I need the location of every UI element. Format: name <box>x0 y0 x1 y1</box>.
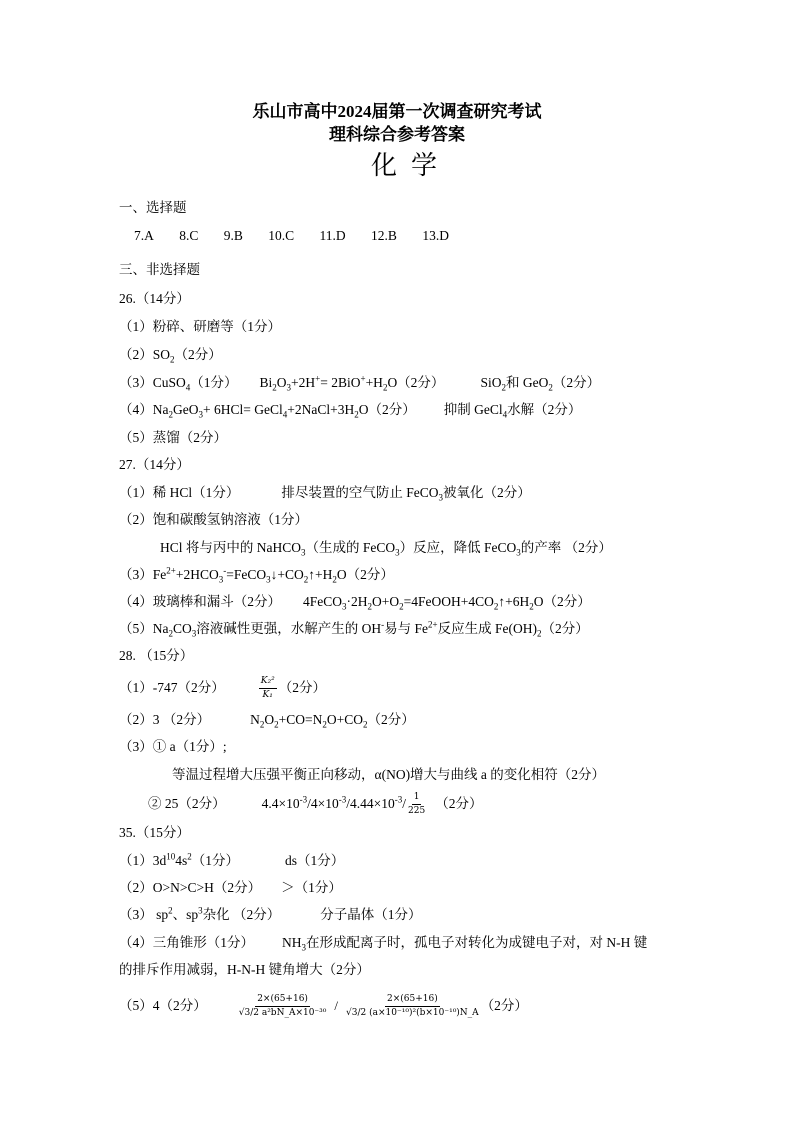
q26-line3: （3）CuSO$_4$（1分） $Bi_2O_3+2H^+= 2BiO^++H_2O(2$分） SiO$_2$和 GeO$_2$（2分） <box>119 373 601 393</box>
q35-line1: $(1)3d^{10}4s^2(1$分） ds（1分） <box>119 851 345 868</box>
q28-head: 28. （15分） <box>119 648 194 663</box>
answer-10: 10.C <box>268 228 295 243</box>
q27-line2: （2）饱和碳酸氢钠溶液（1分） <box>119 512 308 527</box>
q27-line1: （1）稀 HCl（1分） 排尽装置的空气防止 FeCO$_3$被氧化（2分） <box>119 485 531 503</box>
q35-line3: （3） $sp^2$、$sp^3$杂化 （2分） 分子晶体（1分） <box>119 905 422 922</box>
q26-line2: $(2)SO_2(2$分） <box>119 347 222 365</box>
answer-12: 12.B <box>371 228 397 243</box>
q27-line4: $(3)Fe^{2+}+2HCO_3^-=FeCO_3↓+CO_2↑+H_2O(2$分） <box>119 565 394 585</box>
q27-line6: $(5)Na_2CO_3$溶液碱性更强，水解产生的 OH-易与 $Fe^{2+}$反应生成 $Fe(OH)_2(2$分） <box>119 619 589 639</box>
q35-head: 35.（15分） <box>119 825 190 840</box>
q35-line4: （4）三角锥形（1分） $NH_3$在形成配离子时，孤电子对转化为成键电子对，对 N-H 键 <box>119 935 648 953</box>
answer-9: 9.B <box>223 228 243 243</box>
q28-line5: ② 25（2分） $4.4\times 10^{-3}/4\times 10^{-3}/4.44\times 10^{-3}/$ $\frac{1}{225}$ （2分） <box>148 792 483 817</box>
q27-head: 27.（14分） <box>119 457 190 472</box>
answer-7: 7.A <box>134 228 154 243</box>
answer-13: 13.D <box>422 228 449 243</box>
answer-11: 11.D <box>319 228 346 243</box>
density-fraction-2: $\frac{2\times(65+16)}{\text{√3/2 (a×10⁻¹⁰)²(b×10⁻¹⁰)N\_A}}$ <box>346 994 479 1019</box>
q28-line2: （2）3 （2分） $N_2O_2+CO=N_2O+CO_2(2$分） <box>119 712 415 730</box>
doc-title: 乐山市高中2024届第一次调查研究考试 <box>252 102 542 121</box>
k-ratio-fraction: $\frac{\text{K₂²}}{\text{K₁}}$ <box>260 676 275 701</box>
q35-line2: （2）O>N>C>H（2分） ＞（1分） <box>119 880 342 895</box>
q27-line5: （4）玻璃棒和漏斗（2分） $4FeCO_3\cdot 2H_2O+O_2=4FeOOH+4CO_2↑+6H_2O(2$分） <box>119 594 591 612</box>
one-over-225-fraction: $\frac{1}{225}$ <box>408 792 426 817</box>
q27-line3: HCl 将与丙中的 NaHCO$_3$（生成的 FeCO$_3$）反应，降低 FeCO$_3$的产率 （2分） <box>160 540 612 558</box>
q35-line5: 的排斥作用减弱，H-N-H 键角增大（2分） <box>119 962 370 977</box>
q26-line4: $(4)Na_2GeO_3+ 6HCl=$ $GeCl_4+2NaCl+3H_2O(2$分） 抑制 GeCl$_4$水解（2分） <box>119 402 582 420</box>
section-heading-choice: 一、选择题 <box>119 200 187 215</box>
q28-line1: （1）-747（2分） $\frac{\text{K₂²}}{\text{K₁}}$ （2分） <box>119 676 326 701</box>
q26-head: 26.（14分） <box>119 291 190 306</box>
q28-line3: （3）① a（1分）; <box>119 739 227 754</box>
choice-answers <box>134 227 471 245</box>
q26-line5: （5）蒸馏（2分） <box>119 430 227 445</box>
subject-title: 化学 <box>370 151 451 180</box>
q28-line4: 等温过程增大压强平衡正向移动，α(NO)增大与曲线 a 的变化相符（2分） <box>172 767 606 782</box>
answer-8: 8.C <box>179 228 199 243</box>
q35-line6: （5）4（2分） $\frac{2\times(65+16)}{\text{√3/2 a²bN\_A×10⁻³⁰}}$ / $\frac{2\times(65+16)}{\text{√3/2 (a×10⁻¹⁰)²(b×10⁻¹⁰)N\_A}}$ （2分） <box>119 994 528 1019</box>
doc-subtitle: 理科综合参考答案 <box>329 125 465 144</box>
q26-line1: （1）粉碎、研磨等（1分） <box>119 319 281 334</box>
density-fraction-1: $\frac{2\times(65+16)}{\text{√3/2 a²bN\_A×10⁻³⁰}}$ <box>238 994 327 1019</box>
section-heading-nonchoice: 三、非选择题 <box>119 262 200 277</box>
